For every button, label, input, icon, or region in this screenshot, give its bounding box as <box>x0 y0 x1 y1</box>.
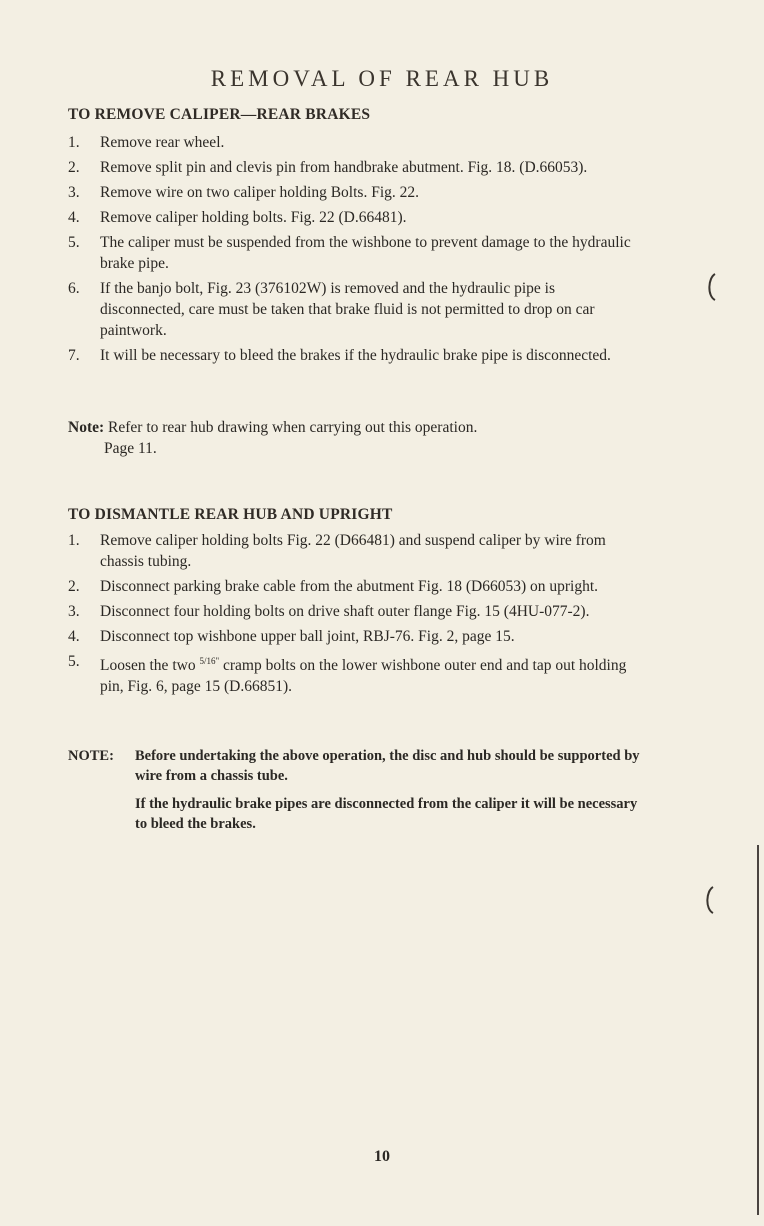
section2-note: NOTE: Before undertaking the above operation, the disc and hub should be supported by wire from a chassis tube. If the hydraulic brake pipes are disconnected from the caliper it will be necessary to bleed the brakes. <box>68 748 640 832</box>
page-edge-line <box>757 845 759 1215</box>
list-item: 4. Remove caliper holding bolts. Fig. 22 (D.66481). <box>68 209 407 226</box>
section-heading-remove-caliper: TO REMOVE CALIPER—REAR BRAKES <box>68 106 371 123</box>
section-heading-dismantle-rear-hub: TO DISMANTLE REAR HUB AND UPRIGHT <box>68 506 393 523</box>
list-item: 3. Disconnect four holding bolts on drive shaft outer flange Fig. 15 (4HU-077-2). <box>68 603 590 620</box>
section1-note: Note: Refer to rear hub drawing when carrying out this operation. Page 11. <box>68 419 478 457</box>
page-title: REMOVAL OF REAR HUB <box>210 66 554 91</box>
list-item: 6. If the banjo bolt, Fig. 23 (376102W) is removed and the hydraulic pipe is disconnected, care must be taken that brake fluid is not permitted to drop on car paintwork. <box>68 280 595 339</box>
list-item: 2. Disconnect parking brake cable from the abutment Fig. 18 (D66053) on upright. <box>68 578 599 595</box>
list-item: 3. Remove wire on two caliper holding Bolts. Fig. 22. <box>68 184 420 201</box>
binder-hole-mark-icon <box>704 272 720 302</box>
dismantle-rear-hub-steps <box>68 530 643 701</box>
fraction-five-sixteenths: 5/16" <box>199 656 220 666</box>
list-item: 1. Remove caliper holding bolts Fig. 22 (D66481) and suspend caliper by wire from chassis tubing. <box>68 532 606 570</box>
list-item: 5. The caliper must be suspended from the wishbone to prevent damage to the hydraulic brake pipe. <box>68 234 631 272</box>
list-item: 5. Loosen the two $^{5/16"}$ cramp bolts on the lower wishbone outer end and tap out holding pin, Fig. 6, page 15 (D.66851). <box>68 653 627 696</box>
list-item: 4. Disconnect top wishbone upper ball joint, RBJ-76. Fig. 2, page 15. <box>68 628 515 645</box>
list-item: 7. It will be necessary to bleed the brakes if the hydraulic brake pipe is disconnected. <box>68 347 611 364</box>
binder-hole-mark-icon <box>702 885 718 915</box>
remove-caliper-steps <box>68 132 643 370</box>
list-item: 2. Remove split pin and clevis pin from handbrake abutment. Fig. 18. (D.66053). <box>68 159 588 176</box>
page-number: 10 <box>374 1148 390 1165</box>
list-item: 1. Remove rear wheel. <box>68 134 225 151</box>
